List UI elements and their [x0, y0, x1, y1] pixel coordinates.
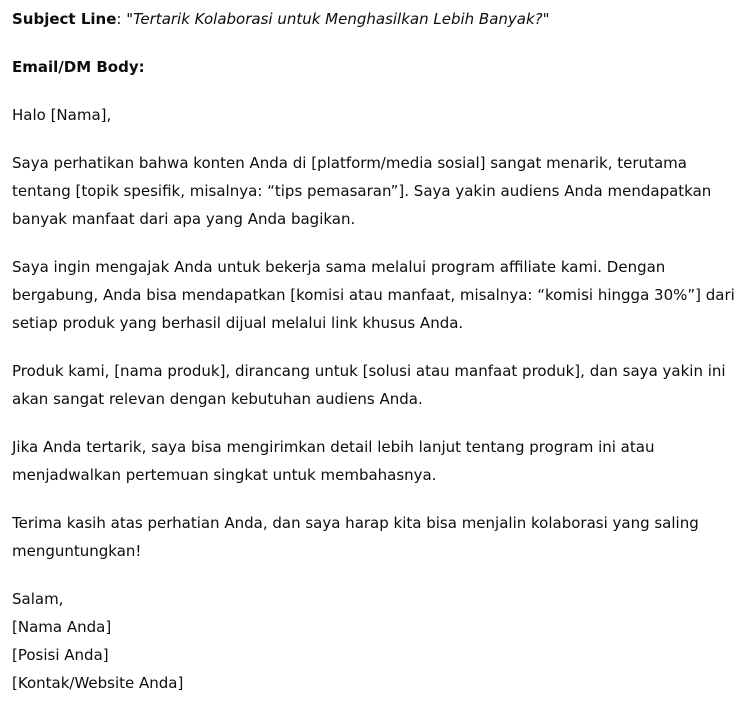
subject-line	[12, 5, 742, 33]
greeting: Halo [Nama],	[12, 106, 112, 124]
email-body-heading: Email/DM Body:	[12, 58, 145, 76]
paragraph-thanks: Terima kasih atas perhatian Anda, dan saya harap kita bisa menjalin kolaborasi yang saling menguntungkan!	[12, 514, 699, 560]
signature-contact: [Kontak/Website Anda]	[12, 674, 184, 692]
signature-name: [Nama Anda]	[12, 618, 112, 636]
paragraph-product: Produk kami, [nama produk], dirancang untuk [solusi atau manfaat produk], dan saya yakin ini akan sangat relevan dengan kebutuhan audiens Anda.	[12, 362, 726, 408]
paragraph-invitation: Saya ingin mengajak Anda untuk bekerja sama melalui program affiliate kami. Dengan bergabung, Anda bisa mendapatkan [komisi atau manfaat, misalnya: “komisi hingga 30%”] dari setiap produk yang berhasil dijual melalui link khusus Anda.	[12, 258, 735, 332]
subject-line-value: "Tertarik Kolaborasi untuk Menghasilkan Lebih Banyak?"	[126, 10, 550, 28]
paragraph-intro: Saya perhatikan bahwa konten Anda di [platform/media sosial] sangat menarik, terutama tentang [topik spesifik, misalnya: “tips pemasaran”]. Saya yakin audiens Anda mendapatkan banyak manfaat dari apa yang Anda bagikan.	[12, 154, 712, 228]
subject-line-label: Subject Line	[12, 10, 117, 28]
signature-block	[12, 585, 742, 697]
subject-line-colon: :	[116, 10, 127, 28]
signature-closing: Salam,	[12, 590, 64, 608]
signature-position: [Posisi Anda]	[12, 646, 109, 664]
paragraph-followup: Jika Anda tertarik, saya bisa mengirimkan detail lebih lanjut tentang program ini atau menjadwalkan pertemuan singkat untuk membahasnya.	[12, 438, 655, 484]
